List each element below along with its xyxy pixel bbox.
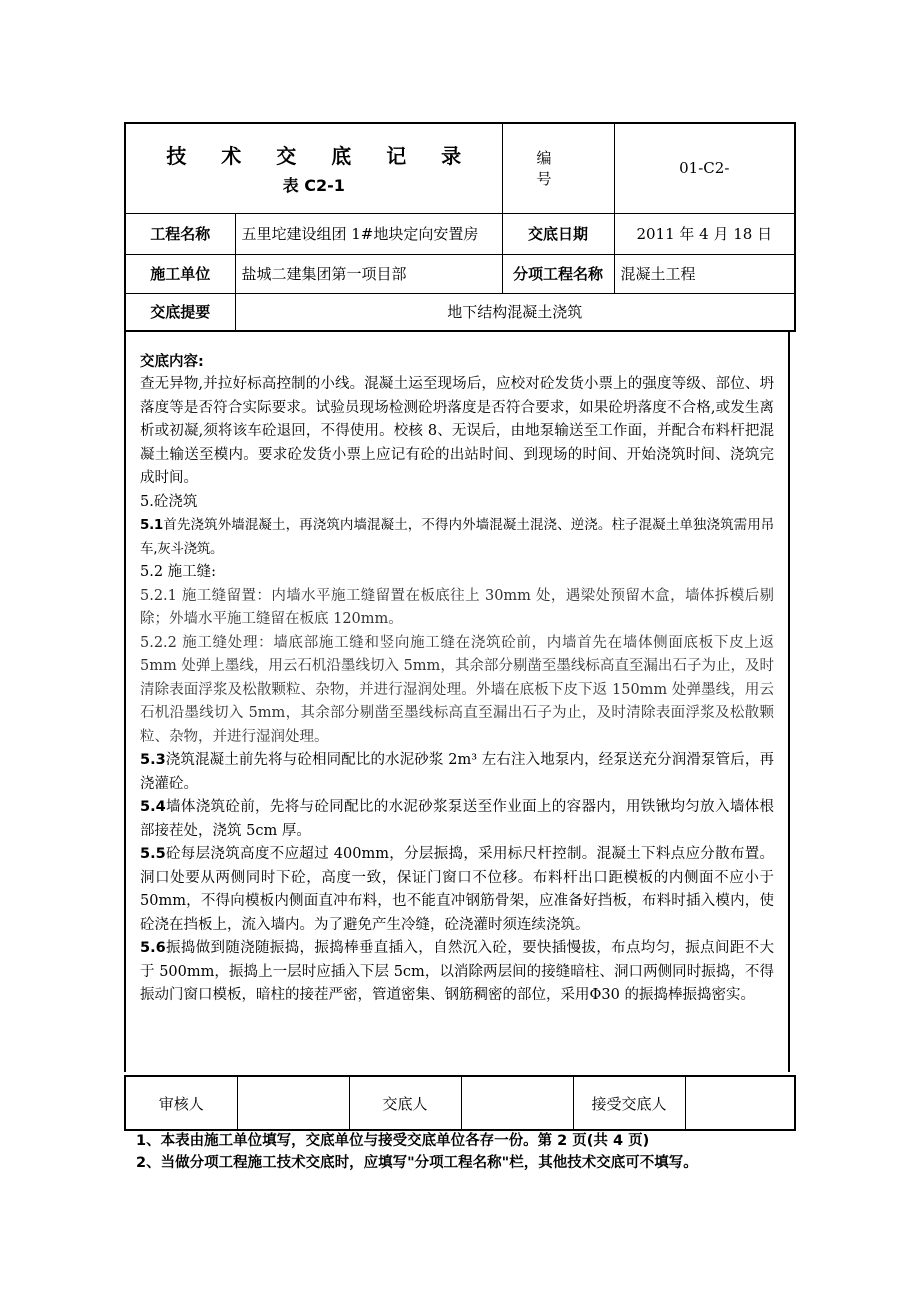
summary-value: 地下结构混凝土浇筑 xyxy=(235,293,795,331)
project-name-label: 工程名称 xyxy=(125,213,235,254)
section-5-4 xyxy=(140,796,774,843)
section-5-3 xyxy=(140,749,774,796)
section-5-6-number: 5.6 xyxy=(140,940,166,956)
title-row xyxy=(125,123,795,213)
section-5-5-number: 5.5 xyxy=(140,846,166,862)
signature-row xyxy=(125,1076,795,1130)
signature-table xyxy=(124,1075,796,1131)
section-5-1 xyxy=(140,514,774,561)
section-5-4-number: 5.4 xyxy=(140,799,166,815)
summary-row xyxy=(125,293,795,331)
project-name-value: 五里坨建设组团 1#地块定向安置房 xyxy=(235,213,502,254)
content-section xyxy=(124,332,790,1072)
section-5-title: 5.砼浇筑 xyxy=(140,493,198,510)
unit-label: 施工单位 xyxy=(125,254,235,293)
footnotes xyxy=(136,1130,698,1174)
content-heading: 交底内容: xyxy=(140,354,204,370)
reviewer-signature[interactable] xyxy=(237,1076,349,1130)
date-label: 交底日期 xyxy=(502,213,614,254)
code-label-cell xyxy=(502,123,614,213)
section-5-1-number: 5.1 xyxy=(140,517,164,533)
section-5-1-text: 首先浇筑外墙混凝土，再浇筑内墙混凝土，不得内外墙混凝土混浇、逆浇。柱子混凝土单独浇筑需用吊车,灰斗浇筑。 xyxy=(140,517,774,557)
document-title: 技 术 交 底 记 录 xyxy=(166,144,476,169)
sub-project-label: 分项工程名称 xyxy=(502,254,614,293)
section-5-2-2: 5.2.2 施工缝处理：墙底部施工缝和竖向施工缝在浇筑砼前，内墙首先在墙体侧面底板下皮上返 5mm 处弹上墨线，用云石机沿墨线切入 5mm，其余部分剔凿至墨线标高直至漏出石子为止，及时清除表面浮浆及松散颗粒、杂物，并进行湿润处理。外墙在底板下皮下返 150mm 处弹墨线，用云石机沿墨线切入 5mm，其余部分剔凿至墨线标高直至漏出石子为止，及时清除表面浮浆及松散颗粒、杂物，并进行湿润处理。 xyxy=(140,634,774,745)
title-cell xyxy=(125,123,502,213)
reviewer-label: 审核人 xyxy=(125,1076,237,1130)
code-value: 01-C2- xyxy=(614,123,795,213)
header-table xyxy=(124,122,796,332)
project-row xyxy=(125,213,795,254)
section-5-5 xyxy=(140,843,774,937)
section-5-3-number: 5.3 xyxy=(140,752,166,768)
receiver-signature[interactable] xyxy=(685,1076,795,1130)
footnote-1: 1、本表由施工单位填写，交底单位与接受交底单位各存一份。第 2 页(共 4 页) xyxy=(136,1133,650,1149)
section-5-5-text: 砼每层浇筑高度不应超过 400mm，分层振捣，采用标尺杆控制。混凝土下料点应分散布置。洞口处要从两侧同时下砼，高度一致，保证门窗口不位移。布料杆出口距模板的内侧面不应小于 50mm，不得向模板内侧面直冲布料，也不能直冲钢筋骨架，应准备好挡板，布料时插入模内，使砼浇在挡板上，流入墙内。为了避免产生冷缝，砼浇灌时须连续浇筑。 xyxy=(140,846,774,933)
section-5-6-text: 振捣做到随浇随振捣，振捣棒垂直插入，自然沉入砼，要快插慢拔，布点均匀，振点间距不大于 500mm，振捣上一层时应插入下层 5cm，以消除两层间的接缝暗柱、洞口两侧同时振捣，不得振动门窗口模板，暗柱的接茬严密，管道密集、钢筋稠密的部位，采用Φ30 的振捣棒振捣密实。 xyxy=(140,940,774,1003)
section-5-2-title: 5.2 施工缝: xyxy=(140,564,217,580)
footnote-2: 2、当做分项工程施工技术交底时，应填写"分项工程名称"栏，其他技术交底可不填写。 xyxy=(136,1155,698,1171)
discloser-signature[interactable] xyxy=(461,1076,573,1130)
receiver-label: 接受交底人 xyxy=(573,1076,685,1130)
date-value: 2011 年 4 月 18 日 xyxy=(614,213,795,254)
summary-label: 交底提要 xyxy=(125,293,235,331)
section-5-3-text: 浇筑混凝土前先将与砼相同配比的水泥砂浆 2m³ 左右注入地泵内，经泵送充分润滑泵管后，再浇灌砼。 xyxy=(140,752,774,792)
form-number: 表 C2-1 xyxy=(282,176,345,196)
unit-row xyxy=(125,254,795,293)
section-5-6 xyxy=(140,937,774,1008)
unit-value: 盐城二建集团第一项目部 xyxy=(235,254,502,293)
sub-project-value: 混凝土工程 xyxy=(614,254,795,293)
section-5-2-1: 5.2.1 施工缝留置：内墙水平施工缝留置在板底往上 30mm 处，遇梁处预留木盒，墙体拆模后剔除；外墙水平施工缝留在板底 120mm。 xyxy=(140,587,774,627)
code-label: 编 号 xyxy=(536,149,580,189)
content-paragraph-intro: 查无异物,并拉好标高控制的小线。混凝土运至现场后，应校对砼发货小票上的强度等级、部位、坍落度等是否符合实际要求。试验员现场检测砼坍落度是否符合要求，如果砼坍落度不合格,或发生离析或初凝,须将该车砼退回，不得使用。校核 8、无误后，由地泵输送至工作面，并配合布料杆把混凝土输送至模内。要求砼发货小票上应记有砼的出站时间、到现场的时间、开始浇筑时间、浇筑完成时间。 xyxy=(140,376,774,486)
discloser-label: 交底人 xyxy=(349,1076,461,1130)
section-5-4-text: 墙体浇筑砼前，先将与砼同配比的水泥砂浆泵送至作业面上的容器内，用铁锹均匀放入墙体根部接茬处，浇筑 5cm 厚。 xyxy=(140,799,774,839)
